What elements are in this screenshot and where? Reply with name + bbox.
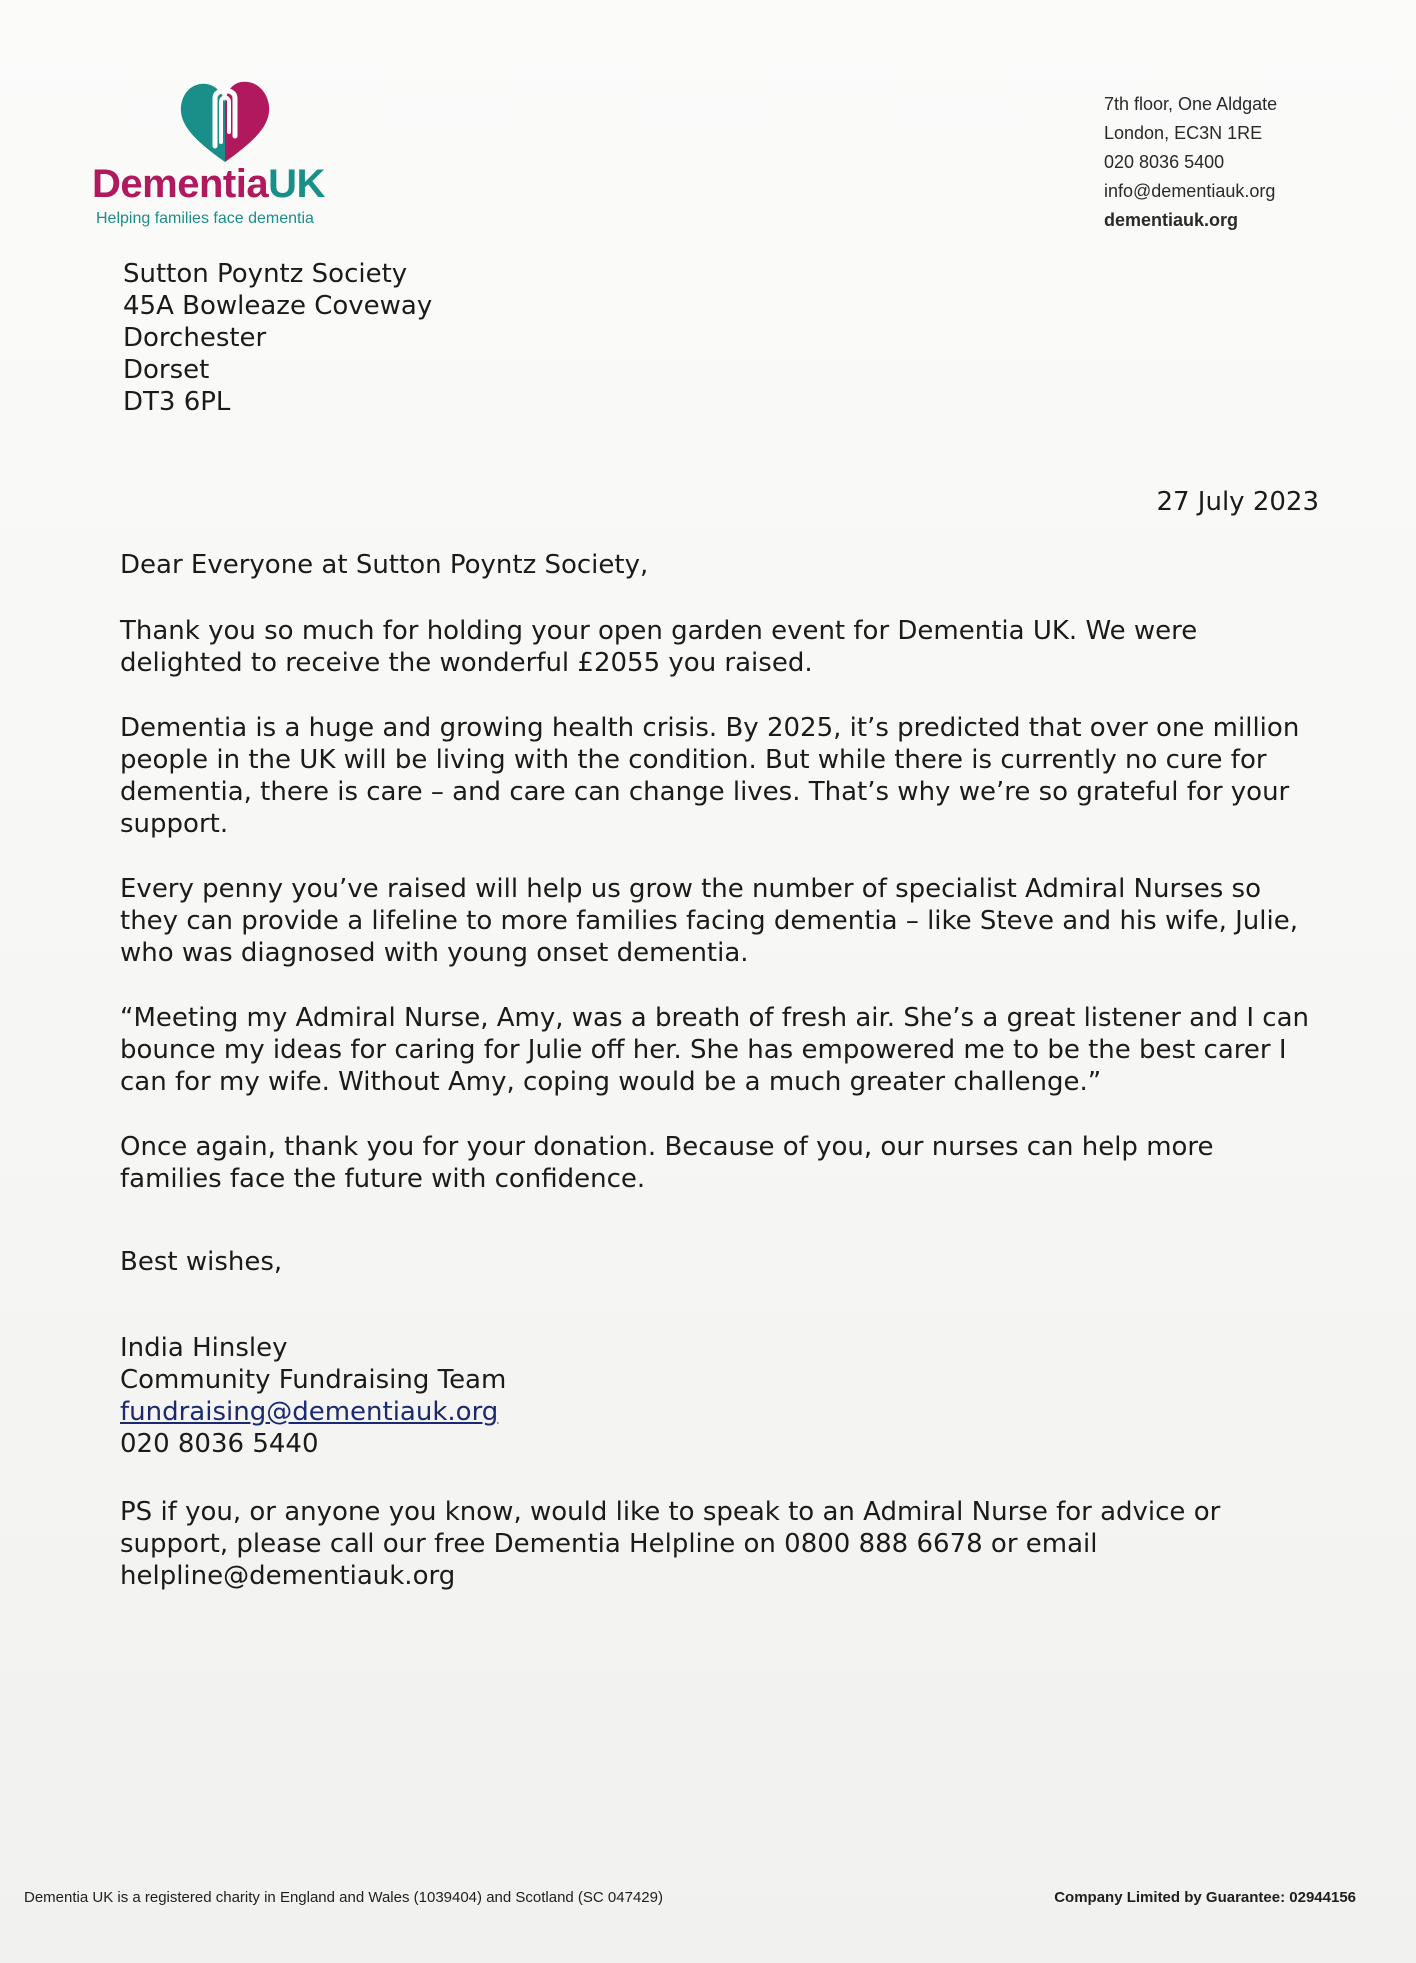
sender-contact-block [1104, 90, 1277, 235]
brand-name [92, 162, 325, 207]
sender-address-line2: London, EC3N 1RE [1104, 123, 1263, 143]
recipient-line2: 45A Bowleaze Coveway [123, 291, 433, 321]
sender-address-line1: 7th floor, One Aldgate [1104, 94, 1278, 114]
recipient-line5: DT3 6PL [123, 387, 231, 417]
letter-paragraph: Thank you so much for holding your open garden event for Dementia UK. We were delighted to receive the wonderful £2055 you raised. [120, 616, 1198, 678]
brand-name-uk: UK [268, 162, 325, 206]
recipient-line1: Sutton Poyntz Society [123, 259, 408, 289]
signatory-email-link[interactable]: fundraising@dementiauk.org [120, 1397, 499, 1427]
postscript: PS if you, or anyone you know, would like to speak to an Admiral Nurse for advice or support, please call our free Dementia Helpline on 0800 888 6678 or email helpline@dementiauk.org [120, 1497, 1221, 1591]
recipient-line3: Dorchester [123, 323, 267, 353]
sender-phone: 020 8036 5400 [1104, 152, 1225, 172]
signature-block [120, 1332, 1310, 1460]
letter-date: 27 July 2023 [1156, 487, 1319, 517]
signatory-phone: 020 8036 5440 [120, 1429, 319, 1459]
sender-email: info@dementiauk.org [1104, 181, 1276, 201]
signatory-team: Community Fundraising Team [120, 1365, 507, 1395]
brand-tagline: Helping families face dementia [96, 210, 314, 227]
brand-name-dementia: Dementia [92, 162, 269, 206]
testimonial-quote: “Meeting my Admiral Nurse, Amy, was a breath of fresh air. She’s a great listener and I can bounce my ideas for caring for Julie off her. She has empowered me to be the best carer I can for my wife. Without Amy, coping would be a much greater challenge.” [120, 1003, 1310, 1097]
sign-off: Best wishes, [120, 1247, 283, 1277]
charity-registration: Dementia UK is a registered charity in England and Wales (1039404) and Scotland (SC 047429) [24, 1889, 663, 1906]
recipient-address [123, 258, 432, 418]
letter-body [120, 549, 1310, 1592]
company-registration: Company Limited by Guarantee: 02944156 [1054, 1889, 1356, 1906]
letter-paragraph: Dementia is a huge and growing health crisis. By 2025, it’s predicted that over one million people in the UK will be living with the condition. But while there is currently no cure for dementia, there is care – and care can change lives. That’s why we’re so grateful for your support. [120, 713, 1300, 839]
sender-website: dementiauk.org [1104, 210, 1239, 230]
letter-paragraph: Once again, thank you for your donation. Because of you, our nurses can help more families face the future with confidence. [120, 1132, 1214, 1194]
recipient-line4: Dorset [123, 355, 210, 385]
signatory-name: India Hinsley [120, 1333, 288, 1363]
letter-paragraph: Every penny you’ve raised will help us grow the number of specialist Admiral Nurses so they can provide a lifeline to more families facing dementia – like Steve and his wife, Julie, who was diagnosed with young onset dementia. [120, 874, 1298, 968]
heart-logo-icon [177, 76, 273, 168]
letter-greeting: Dear Everyone at Sutton Poyntz Society, [120, 550, 649, 580]
